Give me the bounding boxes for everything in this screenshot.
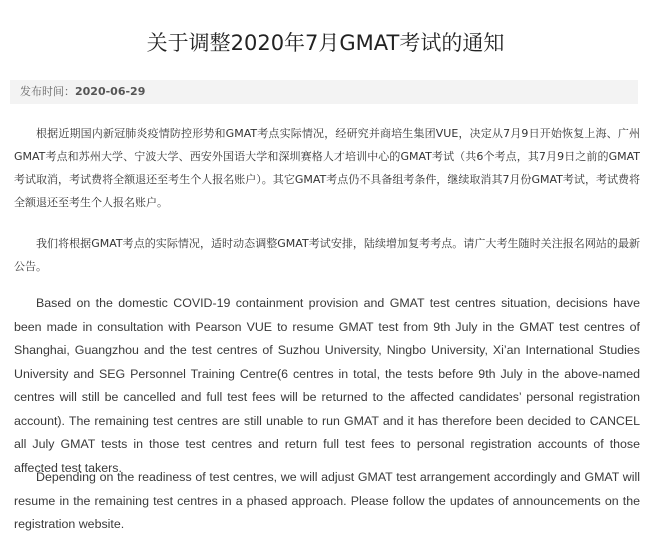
page-title: 关于调整2020年7月GMAT考试的通知 <box>146 31 505 55</box>
paragraph-en-announcement: Based on the domestic COVID-19 containment provision and GMAT test centres situation, decisions have been made in consultation with Pearson VUE to resume GMAT test from 9th July in the GMAT test centres of Shanghai, Guangzhou and the test centres of Suzhou University, Ningbo University, Xi’an International Studies University and SEG Personnel Training Centre(6 centres in total, the tests before 9th July in the above-named centres will still be cancelled and full test fees will be returned to the affected candidates’ personal registration account). The remaining test centres are still unable to run GMAT and it has therefore been decided to CANCEL all July GMAT tests in those test centres and return full test fees to personal registration accounts of those affected test takers. <box>14 296 640 475</box>
publish-info <box>10 80 638 104</box>
paragraph-cn-announcement: 根据近期国内新冠肺炎疫情防控形势和GMAT考点实际情况，经研究并商培生集团VUE，决定从7月9日开始恢复上海、广州GMAT考点和苏州大学、宁波大学、西安外国语大学和深圳赛格人才培训中心的GMAT考试（共6个考点，其7月9日之前的GMAT考试取消，考试费将全额退还至考生个人报名账户）。其它GMAT考点仍不具备组考条件，继续取消其7月份GMAT考试，考试费将全额退还至考生个人报名账户。 <box>14 127 640 209</box>
paragraph-cn-followup: 我们将根据GMAT考点的实际情况，适时动态调整GMAT考试安排，陆续增加复考考点。请广大考生随时关注报名网站的最新公告。 <box>14 237 640 273</box>
paragraph-en-followup: Depending on the readiness of test centres, we will adjust GMAT test arrangement accordingly and GMAT will resume in the remaining test centres in a phased approach. Please follow the updates of announcements on the registration website. <box>14 470 640 531</box>
publish-info-bar <box>10 80 638 104</box>
publish-date: 2020-06-29 <box>75 85 146 98</box>
publish-label: 发布时间： <box>20 85 75 98</box>
